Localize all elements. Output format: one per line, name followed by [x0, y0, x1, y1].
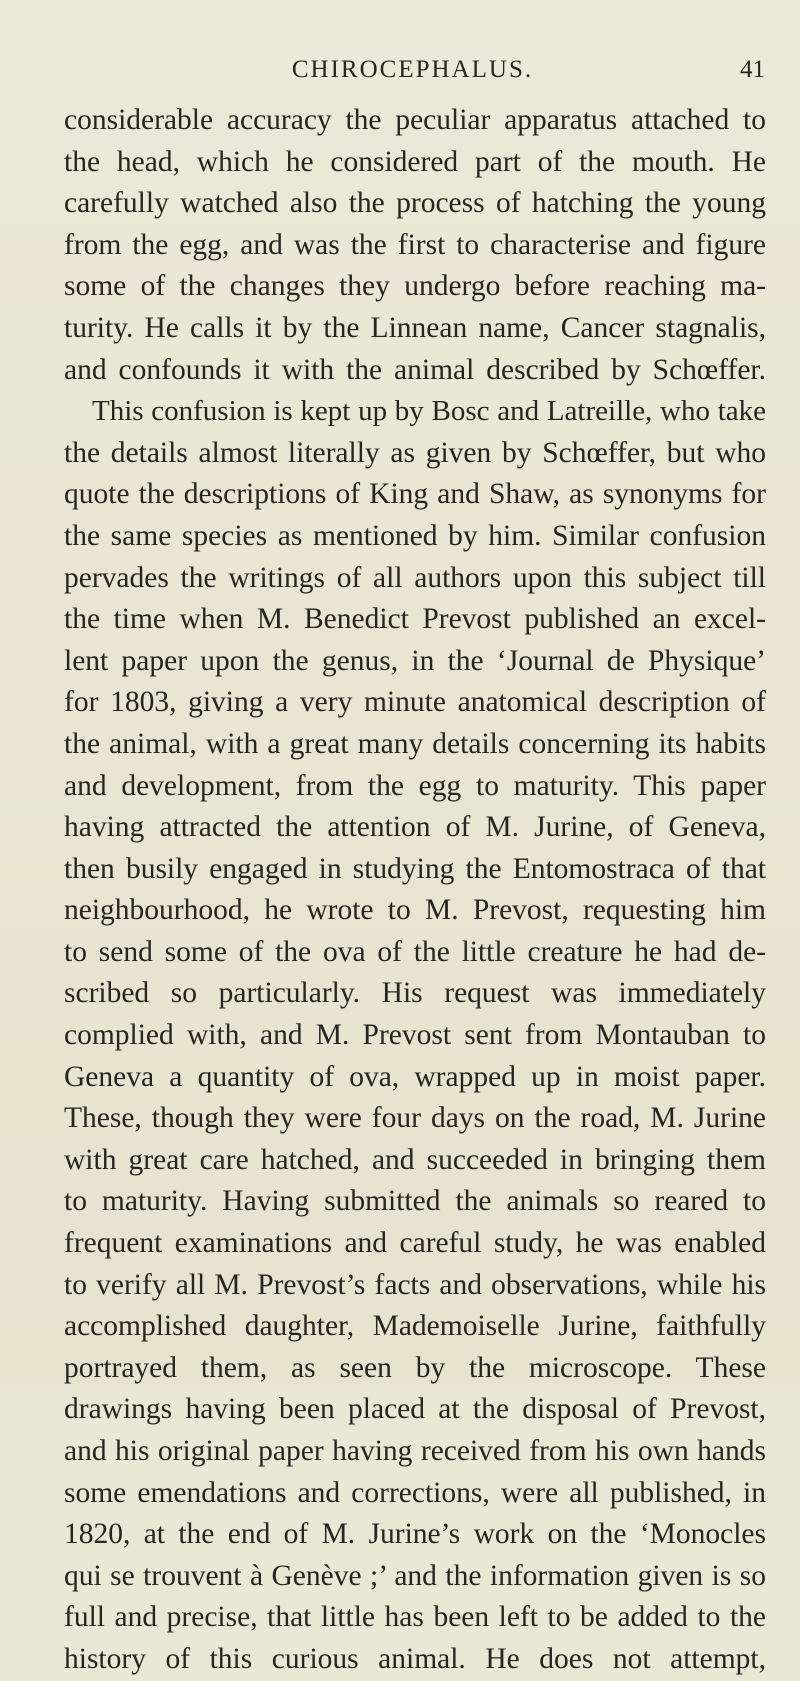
text-line: to verify all M. Prevost’s facts and observations, while his	[64, 1268, 766, 1301]
text-line: the animal, with a great many details concerning its habits	[64, 727, 766, 760]
text-line: the time when M. Benedict Prevost published an excel-	[64, 603, 766, 636]
text-line: the head, which he considered part of the mouth. He	[64, 145, 766, 178]
text-line: pervades the writings of all authors upon this subject till	[64, 561, 766, 594]
text-line: with great care hatched, and succeeded in bringing them	[64, 1143, 766, 1176]
text-line: carefully watched also the process of hatching the young	[64, 187, 766, 220]
text-line: 1820, at the end of M. Jurine’s work on the ‘Monocles	[64, 1518, 766, 1551]
text-line: for 1803, giving a very minute anatomical description of	[64, 686, 766, 719]
text-line: the same species as mentioned by him. Similar confusion	[64, 519, 766, 552]
text-line: then busily engaged in studying the Entomostraca of that	[64, 852, 766, 885]
text-line: These, though they were four days on the road, M. Jurine	[64, 1102, 766, 1135]
text-line: full and precise, that little has been left to be added to the	[64, 1601, 766, 1634]
text-line: Geneva a quantity of ova, wrapped up in moist paper.	[64, 1060, 766, 1093]
text-line: and his original paper having received from his own hands	[64, 1435, 766, 1467]
text-line: portrayed them, as seen by the microscope. These	[64, 1351, 766, 1384]
text-line: some of the changes they undergo before reaching ma-	[64, 270, 766, 303]
text-line: history of this curious animal. He does not attempt,	[64, 1642, 766, 1675]
text-line: to send some of the ova of the little creature he had de-	[64, 935, 766, 968]
text-line: turity. He calls it by the Linnean name, Cancer stagnalis,	[64, 311, 766, 344]
text-line: the details almost literally as given by Schœffer, but who	[64, 436, 766, 469]
running-head	[60, 56, 765, 96]
text-line: frequent examinations and careful study, he was enabled	[64, 1227, 766, 1260]
text-line: qui se trouvent à Genève ;’ and the information given is so	[64, 1559, 766, 1592]
text-line: and confounds it with the animal described by Schœffer.	[64, 353, 766, 386]
text-line: having attracted the attention of M. Jurine, of Geneva,	[64, 811, 766, 844]
text-line: This confusion is kept up by Bosc and Latreille, who take	[92, 395, 766, 428]
text-line: quote the descriptions of King and Shaw, as synonyms for	[64, 478, 766, 511]
text-line: from the egg, and was the first to characterise and figure	[64, 228, 766, 261]
text-line: some emendations and corrections, were all published, in	[64, 1476, 766, 1509]
text-line: drawings having been placed at the disposal of Prevost,	[64, 1393, 766, 1426]
running-title: CHIROCEPHALUS.	[291, 56, 534, 83]
text-line: considerable accuracy the peculiar apparatus attached to	[64, 104, 766, 136]
text-line: to maturity. Having submitted the animals so reared to	[64, 1185, 766, 1218]
body-text	[64, 100, 766, 1681]
text-line: lent paper upon the genus, in the ‘Journal de Physique’	[64, 644, 766, 677]
text-line: and development, from the egg to maturity. This paper	[64, 769, 766, 802]
text-line: complied with, and M. Prevost sent from Montauban to	[64, 1019, 766, 1052]
page-number: 41	[740, 56, 765, 83]
text-line: neighbourhood, he wrote to M. Prevost, requesting him	[64, 894, 766, 927]
text-line: scribed so particularly. His request was immediately	[64, 977, 766, 1010]
text-line: accomplished daughter, Mademoiselle Jurine, faithfully	[64, 1310, 766, 1343]
